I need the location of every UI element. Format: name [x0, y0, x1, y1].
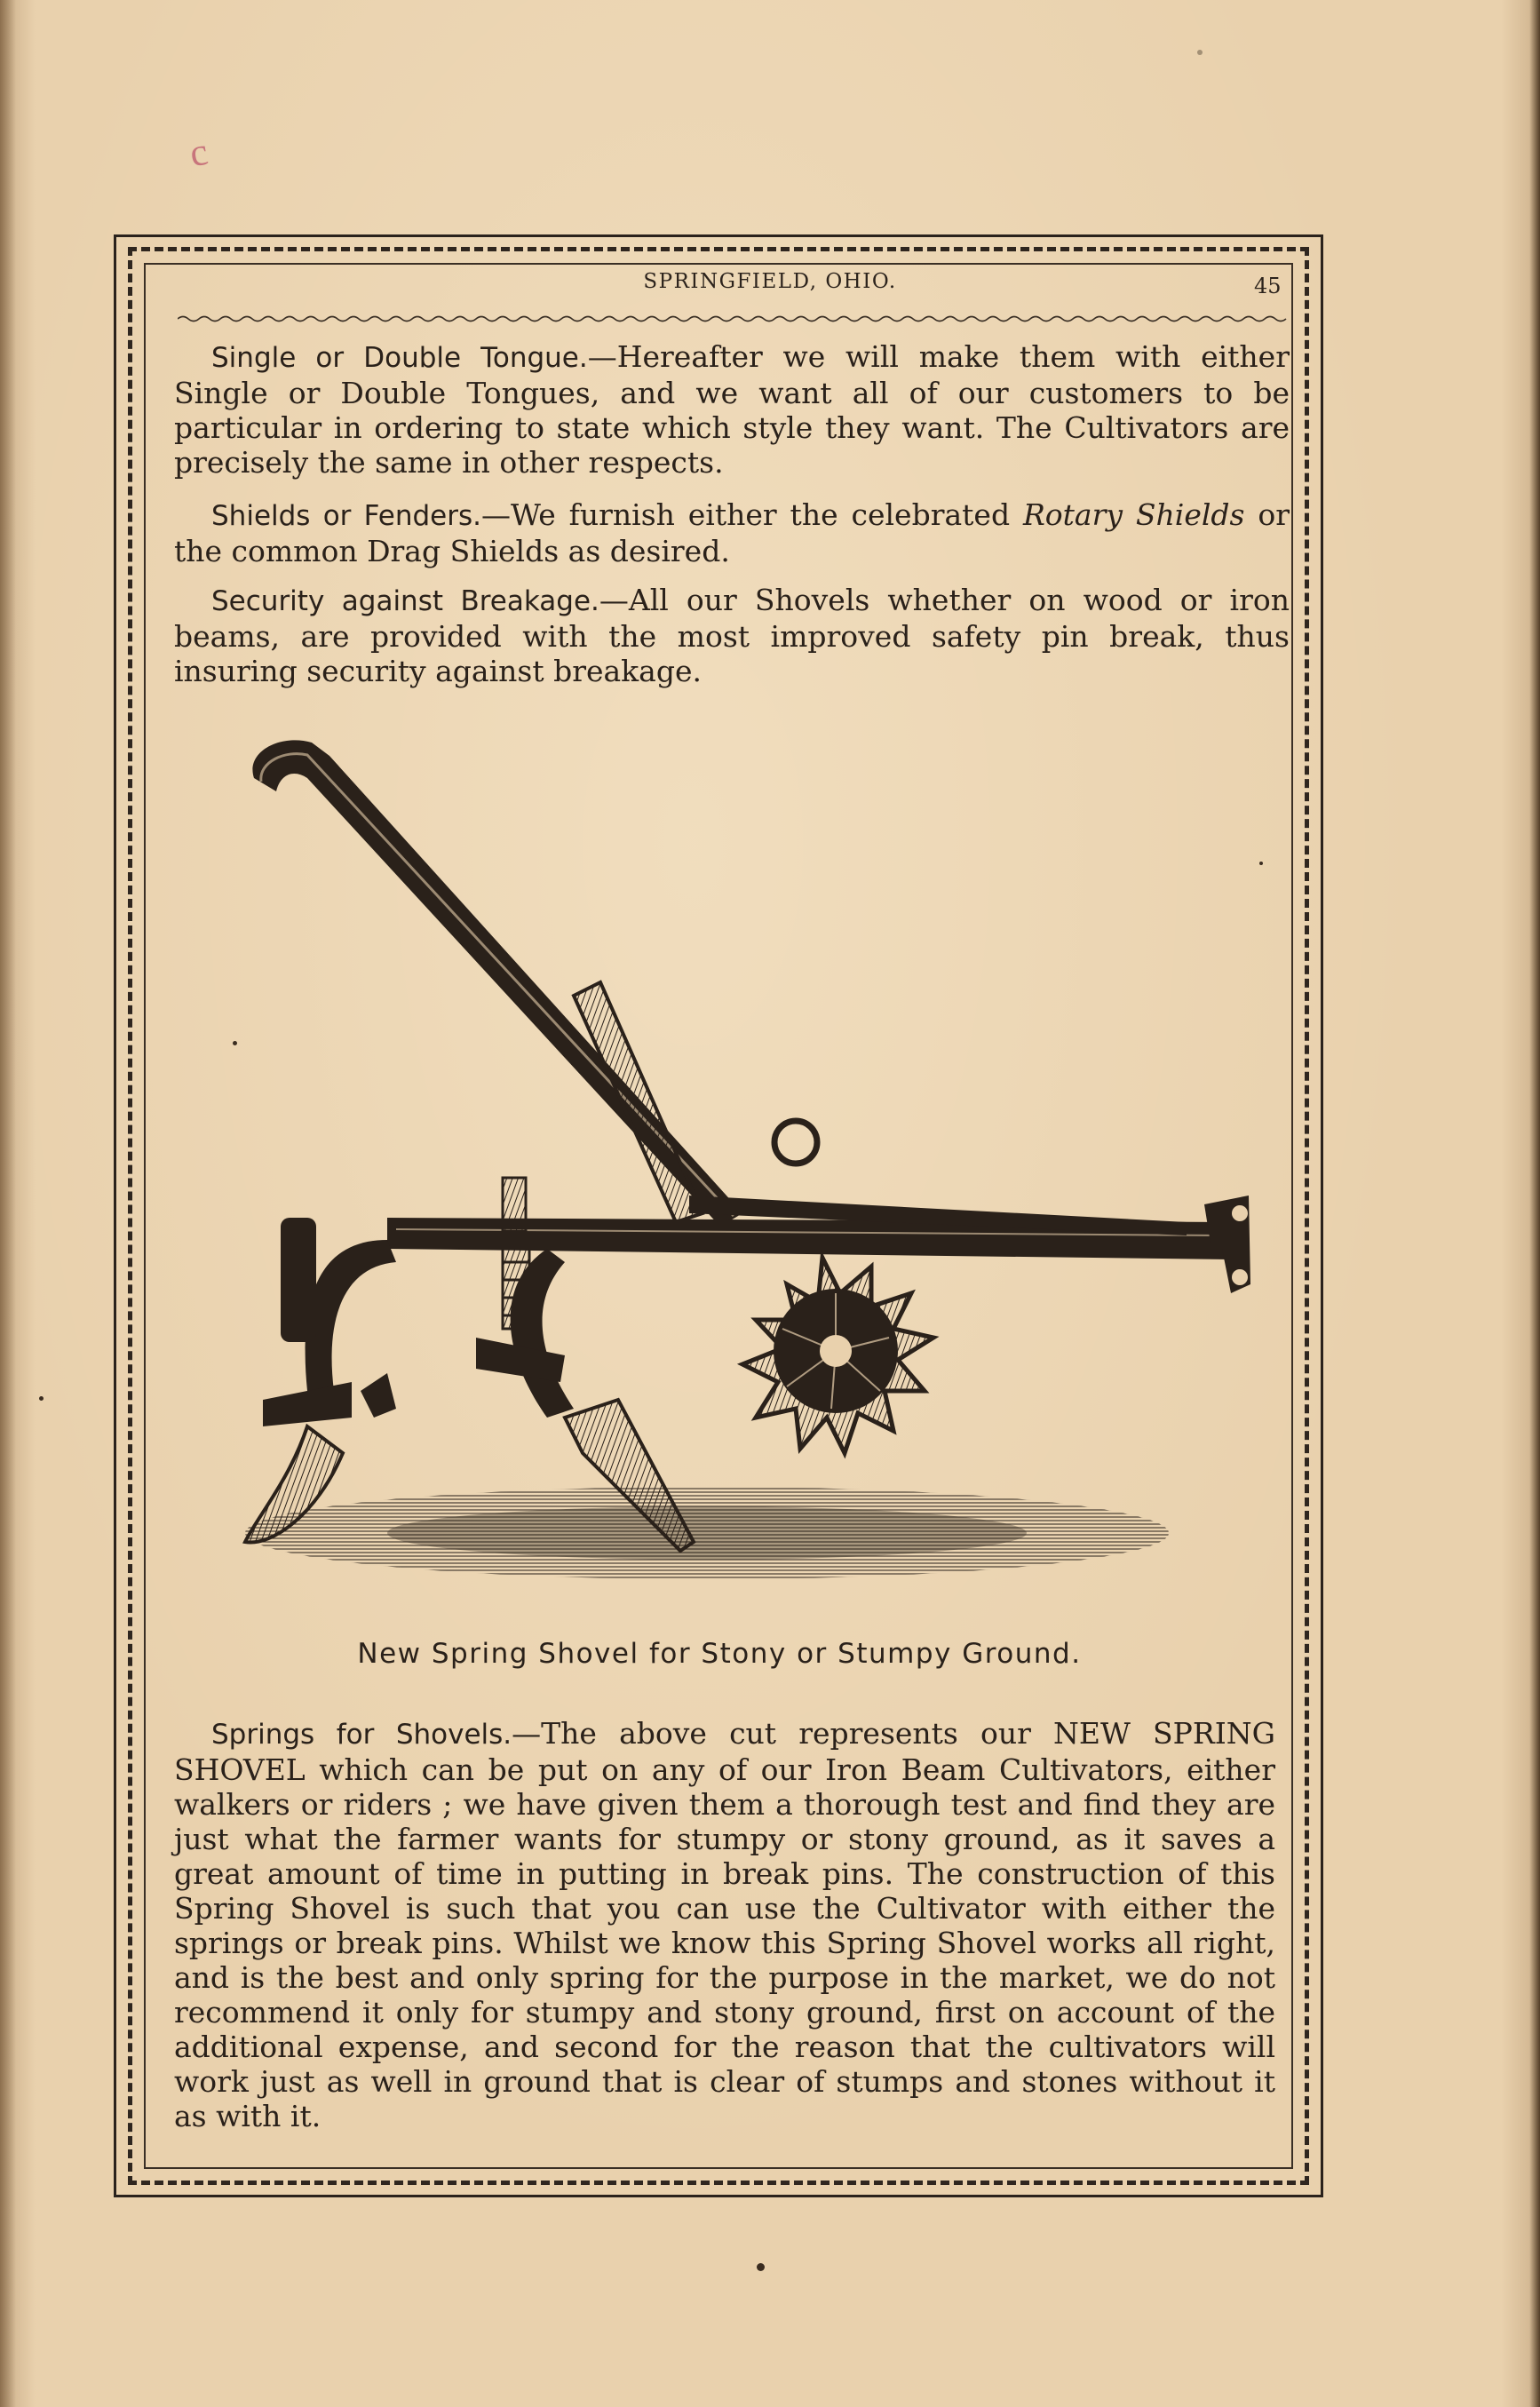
- wavy-rule-divider: [178, 313, 1290, 325]
- rotary-shield-wheel: [742, 1258, 933, 1453]
- paragraph-shields-fenders: [174, 497, 1290, 568]
- speck: [233, 1041, 237, 1045]
- speck: [1259, 862, 1263, 865]
- page-number: 45: [1254, 274, 1282, 298]
- paragraph-lead: Shields or Fenders.: [211, 500, 482, 532]
- front-shovel: [245, 1218, 396, 1542]
- paragraph-body: —All our Shovels whether on wood or iron beams, are provided with the most improved safety pin break, thus insuring security against breakage.: [174, 583, 1290, 688]
- paragraph-emphasis: Rotary Shields: [1022, 497, 1245, 532]
- paragraph-lead: Springs for Shovels.: [211, 1719, 512, 1751]
- speck: [1197, 50, 1203, 55]
- paragraph-body: —We furnish either the celebrated: [481, 497, 1023, 532]
- paragraph-body-end: or the common Drag Shields as desired.: [174, 497, 1290, 568]
- paragraph-lead: Security against Breakage.: [211, 585, 599, 617]
- paragraph-body: —The above cut represents our NEW SPRING SHOVEL which can be put on any of our Iron Beam Cultivators, either walkers or riders ; we have given them a thorough test and find they are just what the farmer wants for stumpy or stony ground, as it saves a great amount of time in putting in break pins. The construction of this Spring Shovel is such that you can use the Cultivator with either the springs or break pins. Whilst we know this Spring Shovel works all right, and is the best and only spring for the purpose in the market, we do not recommend it only for stumpy and stony ground, first on account of the additional expense, and second for the reason that the cultivators will work just as well in ground that is clear of stumps and stones without it as with it.: [174, 1716, 1275, 2133]
- illustration-caption: New Spring Shovel for Stony or Stumpy Ground.: [357, 1638, 1082, 1670]
- paragraph-lead: Single or Double Tongue.: [211, 342, 588, 374]
- running-header-title: SPRINGFIELD, OHIO.: [643, 270, 897, 293]
- paragraph-body: —Hereafter we will make them with either Single or Double Tongues, and we want all of our customers to be particular in ordering to state which style they want. The Cultivators are precisely the same in other respects.: [174, 339, 1290, 480]
- ground-shadow: [245, 1487, 1169, 1579]
- pencil-margin-mark: c: [186, 129, 211, 176]
- paragraph-springs-for-shovels: [174, 1716, 1275, 2133]
- speck: [39, 1396, 44, 1401]
- spring-shovel-cultivator-engraving: [210, 716, 1254, 1629]
- page-gutter-shadow: [0, 0, 16, 2407]
- paragraph-single-double-tongue: [174, 339, 1290, 480]
- speck: [757, 2263, 765, 2271]
- page-edge: [1529, 0, 1540, 2407]
- paragraph-security-breakage: [174, 583, 1290, 688]
